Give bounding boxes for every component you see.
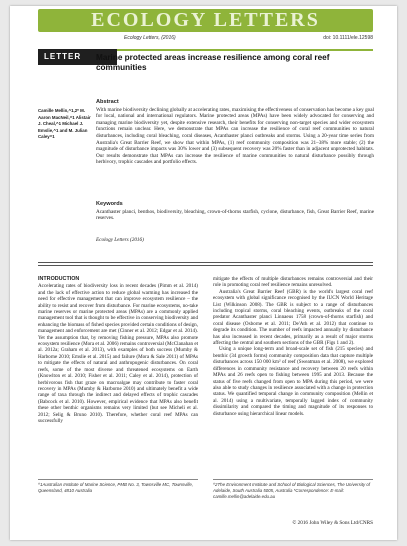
intro-paragraph: Accelerating rates of biodiversity loss in recent decades (Pimm et al. 2014) and the lack of effective action to reduce global warming has increased the need for effective management that can improve ecosystem resilience – the ability to resist and recover from disturbance. For marine ecosystems, no-take marine reserves or marine protected areas (MPAs) are a commonly applied management tool that is thought to be effective in conserving biodiversity and enhancing the biomass of fished species provided certain conditions of design, management and enforcement are met (Cinner et al. 2012; Edgar et al. 2014). Yet the assumption that, by removing fishing pressure, MPAs also promote ecosystem resilience (Mora et al. 2006) remains controversial (McClanahan et al. 2012a; Graham et al. 2013), with examples of both success (Mumby & Harborne 2010; Emslie et al. 2015) and failure (Mora & Sale 2011) of MPAs to mitigate the effects of natural and anthropogenic disturbances. On coral reefs, some of the most diverse and threatened ecosystems on Earth (Knowlton et al. 2010; Fisher et al. 2011; Caley et al. 2014), protection of herbivorous fish that graze on macroalgae may contribute to faster coral recovery in MPAs (Mumby & Harborne 2010) and ultimately benefit a wide range of taxa through the indirect and delayed effects of trophic cascades (Babcock et al. 2010). However, empirical evidence that MPAs also benefit these other benthic organisms remains very limited (but see Micheli et al. 2012; Selig & Bruno 2010). Therefore, whether coral reef MPAs can successfully [38, 283, 198, 424]
keywords-section [96, 201, 374, 222]
intro-paragraph: Using a unique long-term and broad-scale set of fish (215 species) and benthic (34 growth forms) community composition data that capture multiple disturbances across 150 000 km² of reef (Sweatman et al. 2008), we explored differences in community resistance and recovery between 20 reefs within MPAs and 26 reefs open to fishing between 1995 and 2013. Because the status of five reefs changed from open to MPA during this period, we were also able to study changes in resilience associated with a change in protection status. We quantified temporal change in community composition (Mellin et al. 2014) using a multivariate, temporally lagged index of community dissimilarity and compared the timing and magnitude of its responses to disturbance using hierarchical linear models. [213, 346, 373, 417]
copyright: © 2016 John Wiley & Sons Ltd/CNRS [292, 520, 373, 526]
section-divider [38, 262, 373, 263]
affiliation-footnote: ^1Australian Institute of Marine Science, PMB No. 3, Townsville MC, Townsville, Queensland, 4810 Australia [38, 482, 193, 493]
keywords-text: Acanthaster planci, benthos, biodiversity, bleaching, crown-of-thorns starfish, cyclone, disturbance, fish, Great Barrier Reef, marine reserves. [96, 208, 374, 222]
footnote-rule [213, 479, 373, 480]
intro-right-column [213, 276, 373, 417]
section-divider-double [38, 265, 373, 266]
intro-left-column [38, 276, 198, 424]
journal-masthead [38, 9, 373, 32]
affiliation-footnote: ^2The Environment Institute and School of Biological Sciences, The University of Adelaide, South Australia 5005, Australia *Correspondence: E-mail: camille.mellin@adelaide.edu.au [213, 482, 371, 499]
abstract-section [96, 99, 374, 166]
citation: Ecology Letters (2016) [96, 237, 144, 243]
article-title: Marine protected areas increase resilience among coral reef communities [96, 53, 330, 72]
keywords-heading: Keywords [96, 201, 123, 207]
footnote-rule [38, 479, 198, 480]
article-page [10, 6, 397, 540]
doi[interactable]: doi: 10.1111/ele.12598 [323, 35, 373, 41]
article-type-label: LETTER [38, 49, 117, 65]
masthead-title: ECOLOGY LETTERS [91, 9, 320, 31]
abstract-heading: Abstract [96, 99, 119, 105]
header-rule [117, 49, 373, 51]
journal-year: Ecology Letters, (2016) [124, 35, 176, 41]
intro-paragraph: mitigate the effects of multiple disturbances remains controversial and their role in promoting coral reef resilience remains unresolved. [213, 276, 373, 289]
intro-heading: INTRODUCTION [38, 276, 80, 282]
intro-paragraph: Australia's Great Barrier Reef (GBR) is the world's largest coral reef ecosystem with global significance recognised by the IUCN World Heritage List (Wilkinson 2008). The GBR is subject to a range of disturbances including tropical storms, coral bleaching events, outbreaks of the coral predator Acanthaster planci Linnaeus 1758 (crown-of-thorns starfish) and coral disease (Osborne et al. 2011; De'Ath et al. 2012) that continue to degrade its condition. The number of reefs impacted annually by disturbance has also increased in recent decades, primarily as a result of major storms affecting the central and southern sections of the GBR (Figs 1 and 2). [213, 288, 373, 347]
author-list: Camille Mellin,^1,2* M. Aaron MacNeil,^1 Alistair J. Cheal,^1 Michael J. Emslie,^1 and M. Julian Caley^1 [38, 108, 91, 139]
abstract-text: With marine biodiversity declining globally at accelerating rates, maximising the effectiveness of conservation has become a key goal for local, national and international regulators. Marine protected areas (MPAs) have been widely advocated for conserving and managing marine biodiversity yet, despite extensive research, their benefits for conserving non-target species and wider ecosystem functions remain unclear. Here, we demonstrate that MPAs can increase the resilience of coral reef communities to natural disturbances, including coral bleaching, coral diseases, Acanthaster planci outbreaks and storms. Using a 20-year time series from Australia's Great Barrier Reef, we show that within MPAs, (1) reef community composition was 21–38% more stable; (2) the magnitude of disturbance impacts was 30% lower and (3) subsequent recovery was 20% faster than in adjacent unprotected habitats. Our results demonstrate that MPAs can increase the resilience of marine communities to natural disturbance possibly through herbivory, trophic cascades and portfolio effects. [96, 106, 374, 166]
